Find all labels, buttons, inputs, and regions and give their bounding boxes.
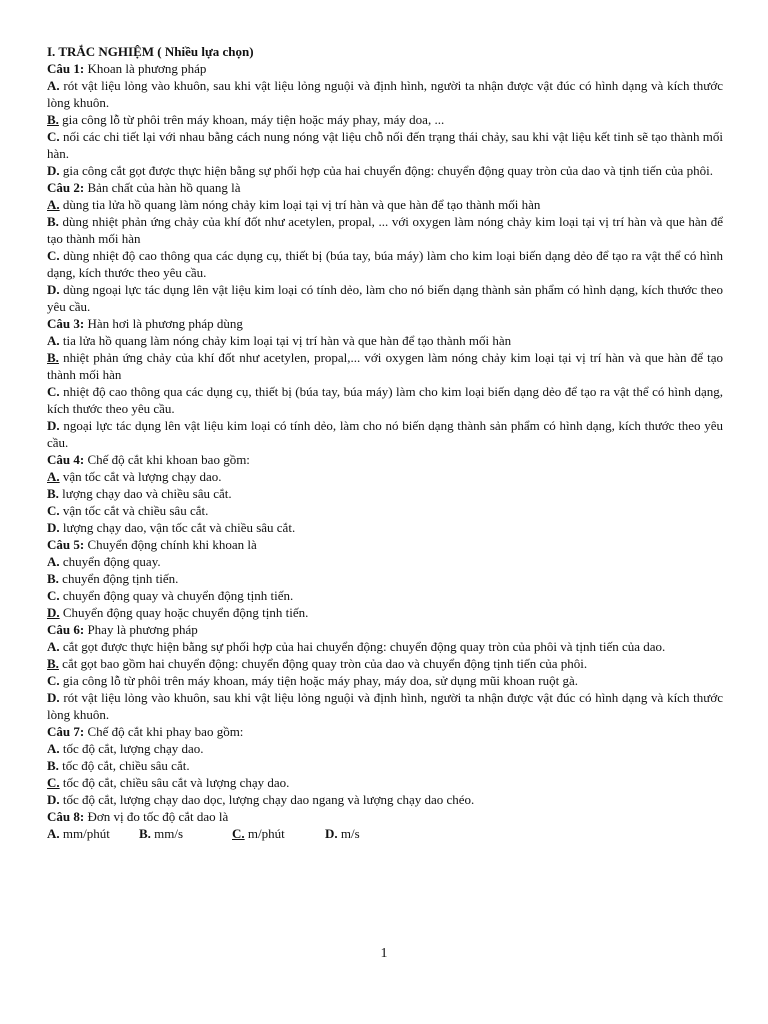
option-c [47, 502, 723, 519]
option-text: dùng tia lửa hồ quang làm nóng chảy kim loại tại vị trí hàn và que hàn để tạo thành mối hàn [59, 197, 541, 212]
question-stem [47, 536, 723, 553]
question-2 [47, 179, 723, 315]
question-label: Câu 6: [47, 622, 85, 637]
question-3 [47, 315, 723, 451]
option-b [47, 485, 723, 502]
question-label: Câu 8: [47, 809, 85, 824]
option-label: C. [47, 503, 60, 518]
option-text: m/phút [244, 826, 285, 841]
question-stem [47, 723, 723, 740]
option-label: A. [47, 554, 60, 569]
option-text: nhiệt độ cao thông qua các dụng cụ, thiết bị (búa tay, búa máy) làm cho kim loại biến dạng dẻo để tạo ra vật thể có hình dạng, kích thước theo yêu cầu. [47, 384, 723, 416]
option-d [325, 825, 360, 842]
question-label: Câu 4: [47, 452, 85, 467]
question-text: Đơn vị đo tốc độ cắt dao là [84, 809, 229, 824]
option-text: Chuyển động quay hoặc chuyển động tịnh tiến. [59, 605, 309, 620]
option-label: D. [47, 690, 60, 705]
page-number: 1 [380, 946, 388, 961]
option-d [47, 604, 723, 621]
option-text: m/s [337, 826, 360, 841]
option-label: A. [47, 469, 60, 484]
option-text: chuyển động tịnh tiến. [58, 571, 179, 586]
option-text: dùng nhiệt phản ứng chảy của khí đốt như acetylen, propal, ... với oxygen làm nóng chảy kim loại tại vị trí hàn và que hàn để tạo thành mối hàn [47, 214, 723, 246]
option-text: tia lửa hồ quang làm nóng chảy kim loại tại vị trí hàn và que hàn để tạo thành mối hàn [59, 333, 512, 348]
option-text: cắt gọt bao gồm hai chuyển động: chuyển động quay tròn của dao và chuyển động tịnh tiến của phôi. [58, 656, 588, 671]
option-text: nối các chi tiết lại với nhau bằng cách nung nóng vật liệu chỗ nối đến trạng thái chảy, sau khi vật liệu kết tinh sẽ tạo thành mối hàn. [47, 129, 723, 161]
option-text: vận tốc cắt và chiều sâu cắt. [59, 503, 209, 518]
option-c [47, 383, 723, 417]
question-text: Chế độ cắt khi khoan bao gồm: [84, 452, 250, 467]
option-b [47, 111, 723, 128]
question-stem [47, 621, 723, 638]
option-text: tốc độ cắt, lượng chạy dao dọc, lượng chạy dao ngang và lượng chạy dao chéo. [59, 792, 475, 807]
option-label: C. [47, 248, 60, 263]
option-text: rót vật liệu lỏng vào khuôn, sau khi vật liệu lỏng nguội và định hình, người ta nhận được vật đúc có hình dạng và kích thước lòng khuôn. [47, 690, 723, 722]
question-stem [47, 315, 723, 332]
option-a [47, 553, 723, 570]
option-a [47, 825, 139, 842]
option-b [47, 757, 723, 774]
option-a [47, 638, 723, 655]
option-text: lượng chạy dao, vận tốc cắt và chiều sâu cắt. [59, 520, 296, 535]
option-label: A. [47, 741, 60, 756]
question-7 [47, 723, 723, 808]
option-a [47, 740, 723, 757]
option-a [47, 77, 723, 111]
option-text: tốc độ cắt, chiều sâu cắt. [58, 758, 190, 773]
option-label: D. [47, 163, 60, 178]
option-text: tốc độ cắt, lượng chạy dao. [59, 741, 204, 756]
option-text: mm/phút [59, 826, 110, 841]
option-text: lượng chạy dao và chiều sâu cắt. [58, 486, 232, 501]
option-label: C. [47, 775, 60, 790]
option-label: B. [47, 758, 59, 773]
option-b [47, 570, 723, 587]
option-c [47, 587, 723, 604]
option-text: nhiệt phản ứng chảy của khí đốt như acetylen, propal,... với oxygen làm nóng chảy kim loại tại vị trí hàn và que hàn để tạo thành mối hàn [47, 350, 723, 382]
option-text: chuyển động quay. [59, 554, 161, 569]
option-label: D. [47, 605, 60, 620]
option-a [47, 468, 723, 485]
option-d [47, 791, 723, 808]
option-c [232, 825, 325, 842]
option-label: A. [47, 78, 60, 93]
option-label: C. [47, 384, 60, 399]
option-d [47, 689, 723, 723]
option-text: gia công lỗ từ phôi trên máy khoan, máy tiện hoặc máy phay, máy doa, ... [58, 112, 445, 127]
option-a [47, 196, 723, 213]
option-text: gia công cắt gọt được thực hiện bằng sự phối hợp của hai chuyển động: chuyển động quay tròn của dao và tịnh tiến của phôi. [59, 163, 713, 178]
question-label: Câu 3: [47, 316, 85, 331]
option-text: mm/s [150, 826, 184, 841]
question-text: Chế độ cắt khi phay bao gồm: [84, 724, 244, 739]
option-label: D. [325, 826, 338, 841]
question-text: Phay là phương pháp [84, 622, 198, 637]
question-label: Câu 2: [47, 180, 85, 195]
option-c [47, 247, 723, 281]
option-b [139, 825, 232, 842]
question-1 [47, 60, 723, 179]
option-text: ngoại lực tác dụng lên vật liệu kim loại có tính dẻo, làm cho nó biến dạng thành sản phẩm có hình dạng, kích thước theo yêu cầu. [47, 418, 723, 450]
option-text: dùng nhiệt độ cao thông qua các dụng cụ, thiết bị (búa tay, búa máy) làm cho kim loại biến dạng dẻo để tạo ra vật thể có hình dạng, kích thước theo yêu cầu. [47, 248, 723, 280]
option-c [47, 672, 723, 689]
option-label: B. [47, 112, 59, 127]
option-label: D. [47, 418, 60, 433]
question-stem [47, 808, 723, 825]
option-label: C. [47, 129, 60, 144]
question-8 [47, 808, 723, 842]
option-label: A. [47, 333, 60, 348]
option-label: B. [47, 350, 59, 365]
option-c [47, 128, 723, 162]
option-d [47, 281, 723, 315]
question-text: Bản chất của hàn hồ quang là [84, 180, 241, 195]
question-label: Câu 5: [47, 537, 85, 552]
question-text: Khoan là phương pháp [84, 61, 207, 76]
option-c [47, 774, 723, 791]
option-label: A. [47, 639, 60, 654]
question-text: Hàn hơi là phương pháp dùng [84, 316, 243, 331]
option-label: B. [47, 214, 59, 229]
section-heading: I. TRẮC NGHIỆM ( Nhiều lựa chọn) [47, 44, 254, 59]
option-label: C. [47, 588, 60, 603]
option-a [47, 332, 723, 349]
option-b [47, 349, 723, 383]
option-label: D. [47, 282, 60, 297]
option-label: B. [47, 486, 59, 501]
option-b [47, 655, 723, 672]
option-label: A. [47, 826, 60, 841]
inline-options [47, 825, 723, 842]
option-label: A. [47, 197, 60, 212]
option-d [47, 519, 723, 536]
option-label: D. [47, 792, 60, 807]
option-label: D. [47, 520, 60, 535]
question-4 [47, 451, 723, 536]
option-label: B. [139, 826, 151, 841]
option-label: B. [47, 656, 59, 671]
option-text: cắt gọt được thực hiện bằng sự phối hợp của hai chuyển động: chuyển động quay tròn của phôi và tịnh tiến của dao. [59, 639, 666, 654]
option-text: vận tốc cắt và lượng chạy dao. [59, 469, 222, 484]
document-body [47, 43, 723, 842]
option-text: chuyển động quay và chuyển động tịnh tiến. [59, 588, 294, 603]
option-label: B. [47, 571, 59, 586]
question-stem [47, 179, 723, 196]
question-label: Câu 7: [47, 724, 85, 739]
option-label: C. [47, 673, 60, 688]
option-label: C. [232, 826, 245, 841]
option-text: gia công lỗ từ phôi trên máy khoan, máy tiện hoặc máy phay, máy doa, sử dụng mũi khoan ruột gà. [59, 673, 578, 688]
option-text: tốc độ cắt, chiều sâu cắt và lượng chạy dao. [59, 775, 290, 790]
question-list [47, 60, 723, 808]
option-d [47, 417, 723, 451]
option-text: dùng ngoại lực tác dụng lên vật liệu kim loại có tính dẻo, làm cho nó biến dạng thành sản phẩm có hình dạng, kích thước theo yêu cầu. [47, 282, 723, 314]
question-6 [47, 621, 723, 723]
option-text: rót vật liệu lỏng vào khuôn, sau khi vật liệu lỏng nguội và định hình, người ta nhận được vật đúc có hình dạng và kích thước lòng khuôn. [47, 78, 723, 110]
question-stem [47, 451, 723, 468]
option-b [47, 213, 723, 247]
question-text: Chuyển động chính khi khoan là [84, 537, 257, 552]
question-stem [47, 60, 723, 77]
question-label: Câu 1: [47, 61, 85, 76]
question-5 [47, 536, 723, 621]
option-d [47, 162, 723, 179]
